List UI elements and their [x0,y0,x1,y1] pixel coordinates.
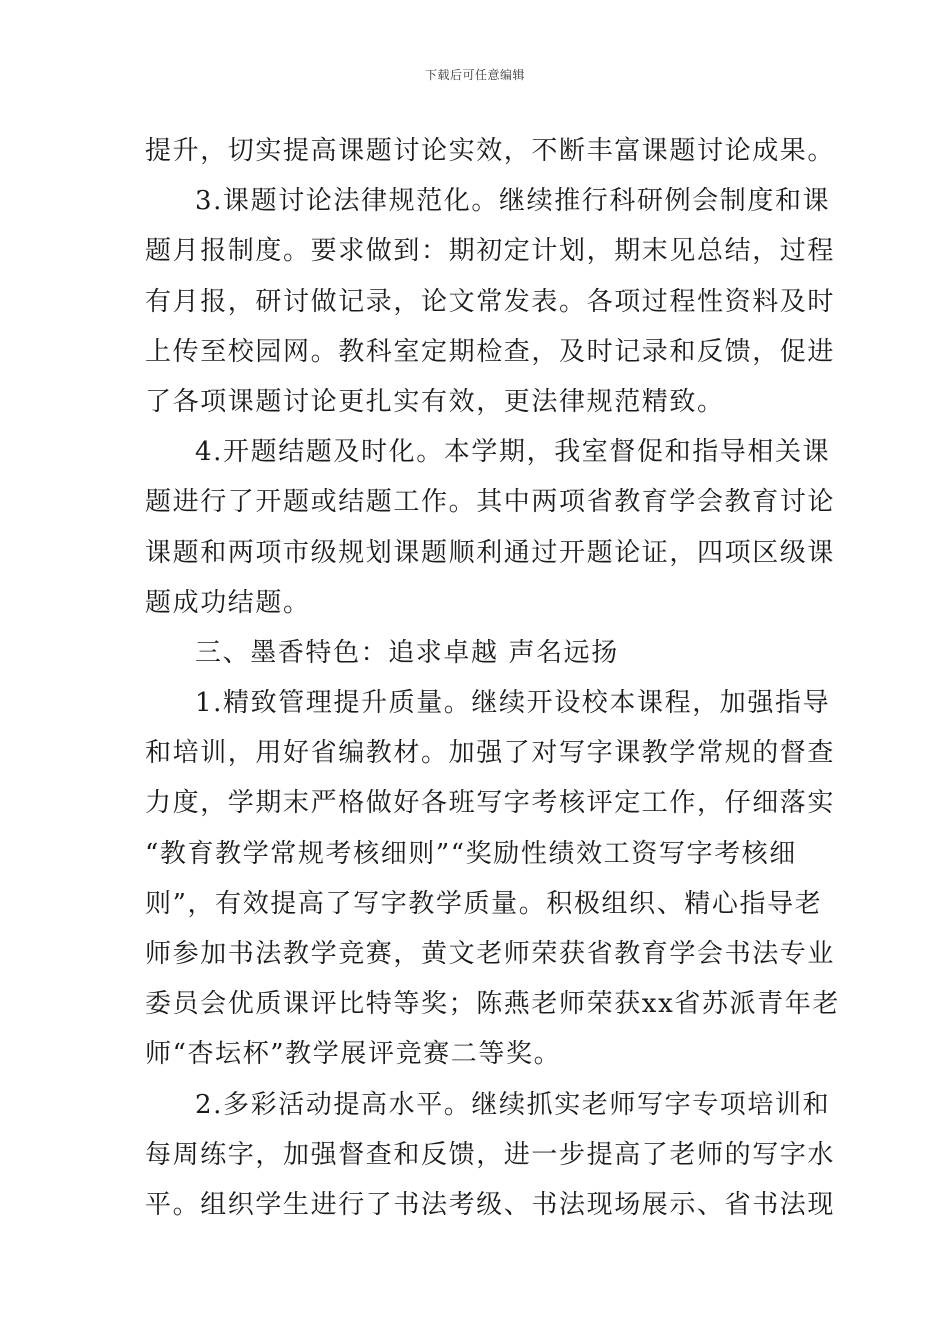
text-line: 平。组织学生进行了书法考级、书法现场展示、省书法现 [145,1189,836,1220]
text-line: 有月报，研讨做记录，论文常发表。各项过程性资料及时 [145,286,836,317]
body-text [145,126,840,1230]
text-line: 题月报制度。要求做到：期初定计划，期末见总结，过程 [145,236,836,267]
text-line: 则”，有效提高了写字教学质量。积极组织、精心指导老 [145,888,823,919]
page-header: 下载后可任意编辑 [424,68,525,82]
text-line: 力度，学期末严格做好各班写字考核评定工作，仔细落实 [145,788,836,819]
text-line: 了各项课题讨论更扎实有效，更法律规范精致。 [145,386,725,417]
text-line: 4.开题结题及时化。本学期，我室督促和指导相关课 [195,437,831,468]
text-line: 提升，切实提高课题讨论实效，不断丰富课题讨论成果。 [145,136,836,166]
text-line: 上传至校园网。教科室定期检查，及时记录和反馈，促进 [145,336,836,367]
text-line: 1.精致管理提升质量。继续开设校本课程，加强指导 [195,688,831,719]
text-line: 师参加书法教学竞赛，黄文老师荣获省教育学会书法专业 [145,939,836,969]
text-line: 课题和两项市级规划课题顺利通过开题论证，四项区级课 [145,537,836,568]
text-line: 三、墨香特色：追求卓越 声名远扬 [195,637,619,668]
text-line: 2.多彩活动提高水平。继续抓实老师写字专项培训和 [195,1089,831,1120]
text-line: “教育教学常规考核细则”“奖励性绩效工资写字考核细 [145,838,797,869]
text-line: 师“杏坛杯”教学展评竞赛二等奖。 [145,1039,562,1070]
text-line: 和培训，用好省编教材。加强了对写字课教学常规的督查 [145,738,836,769]
text-line: 题进行了开题或结题工作。其中两项省教育学会教育讨论 [145,487,836,518]
text-line: 题成功结题。 [145,587,311,618]
text-line: 委员会优质课评比特等奖；陈燕老师荣获xx省苏派青年老 [145,989,840,1020]
text-line: 每周练字，加强督查和反馈，进一步提高了老师的写字水 [145,1139,836,1170]
text-line: 3.课题讨论法律规范化。继续推行科研例会制度和课 [195,186,831,217]
